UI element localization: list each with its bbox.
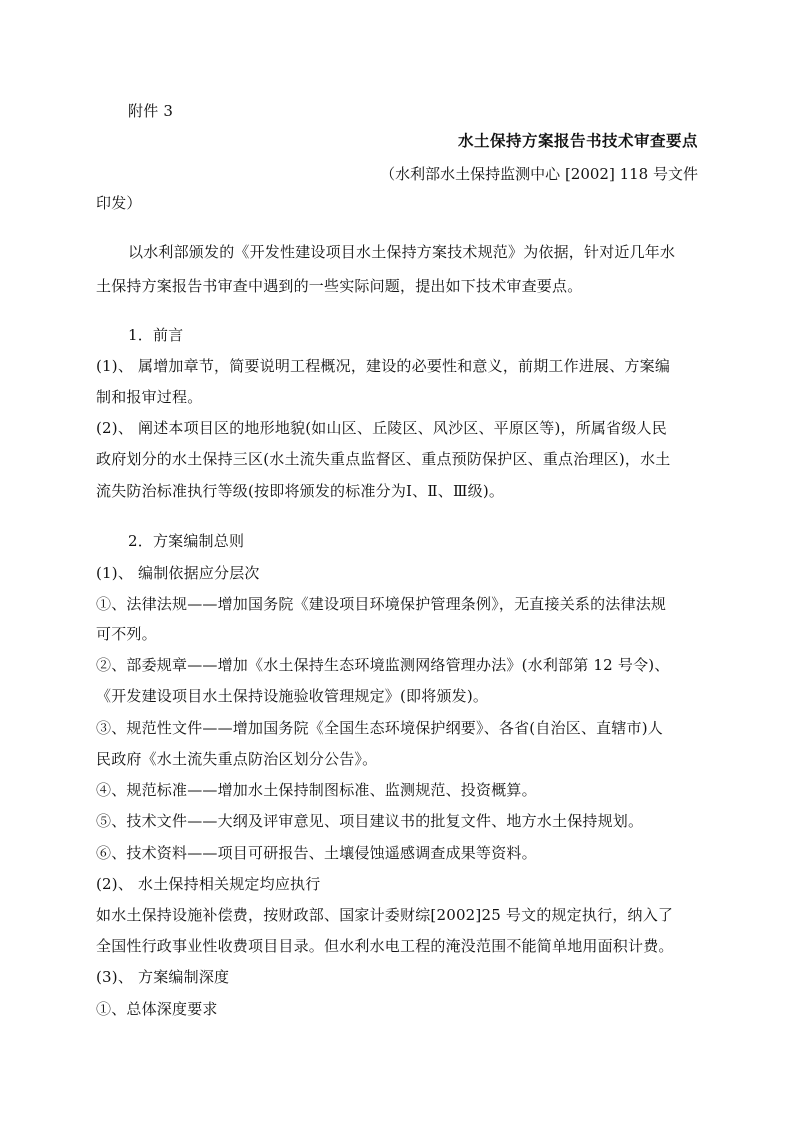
section-1-item-1-line: 制和报审过程。 [96, 388, 203, 406]
section-1-item-1-line: (1)、 属增加章节，简要说明工程概况，建设的必要性和意义，前期工作进展、方案编 [96, 357, 671, 375]
section-2-sub-3: (3)、 方案编制深度 [96, 968, 230, 986]
section-2-sub-1: (1)、 编制依据应分层次 [96, 564, 260, 582]
document-title: 水土保持方案报告书技术审查要点 [457, 131, 698, 150]
section-2-sub-2: (2)、 水土保持相关规定均应执行 [96, 875, 321, 893]
attachment-label: 附件 3 [128, 102, 174, 120]
section-1-item-2-line: (2)、 阐述本项目区的地形地貌(如山区、丘陵区、风沙区、平原区等)，所属省级人民 [96, 419, 667, 437]
basis-line: ②、部委规章——增加《水土保持生态环境监测网络管理办法》(水利部第 12 号令)、 [96, 656, 670, 674]
basis-line: ①、法律法规——增加国务院《建设项目环境保护管理条例》，无直接关系的法律法规 [96, 595, 667, 613]
section-1-item-2-line: 政府划分的水土保持三区(水土流失重点监督区、重点预防保护区、重点治理区)，水土 [96, 450, 671, 468]
regulation-line: 如水土保持设施补偿费，按财政部、国家计委财综[2002]25 号文的规定执行，纳入了 [96, 906, 674, 924]
depth-item-1: ①、总体深度要求 [96, 1000, 218, 1018]
regulation-line: 全国性行政事业性收费项目目录。但水利水电工程的淹没范围不能简单地用面积计费。 [96, 937, 674, 955]
basis-line: 《开发建设项目水土保持设施验收管理规定》(即将颁发)。 [96, 687, 489, 705]
section-2-heading: 2．方案编制总则 [128, 532, 245, 550]
basis-line: ⑥、技术资料——项目可研报告、土壤侵蚀遥感调查成果等资料。 [96, 844, 537, 862]
intro-paragraph-line: 土保持方案报告书审查中遇到的一些实际问题，提出如下技术审查要点。 [96, 277, 583, 295]
basis-line: ⑤、技术文件——大纲及评审意见、项目建议书的批复文件、地方水土保持规划。 [96, 812, 644, 830]
basis-line: ③、规范性文件——增加国务院《全国生态环境保护纲要》、各省(自治区、直辖市)人 [96, 719, 664, 737]
section-1-heading: 1．前言 [128, 326, 184, 344]
issuer-line: （水利部水土保持监测中心 [2002] 118 号文件 [380, 165, 698, 183]
intro-paragraph-line: 以水利部颁发的《开发性建设项目水土保持方案技术规范》为依据，针对近几年水 [128, 243, 676, 261]
basis-line: 可不列。 [96, 625, 157, 643]
issuer-line-continued: 印发） [96, 194, 142, 212]
basis-line: 民政府《水土流失重点防治区划分公告》。 [96, 750, 378, 768]
basis-line: ④、规范标准——增加水土保持制图标准、监测规范、投资概算。 [96, 781, 537, 799]
section-1-item-2-line: 流失防治标准执行等级(按即将颁发的标准分为Ⅰ、Ⅱ、Ⅲ级)。 [96, 482, 505, 500]
